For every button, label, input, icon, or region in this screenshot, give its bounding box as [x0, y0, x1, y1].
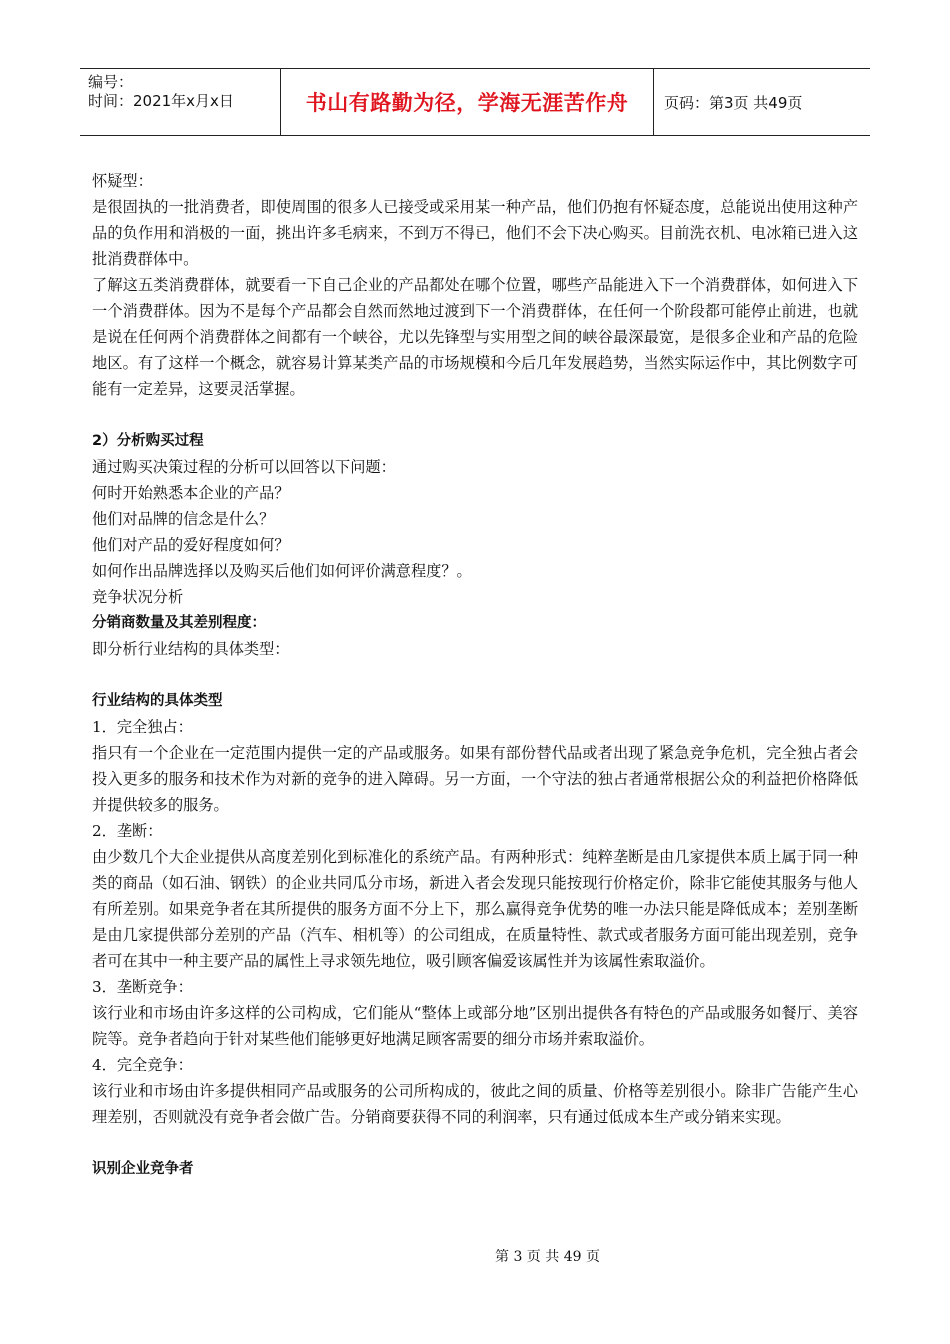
paragraph: 3．垄断竞争： [92, 978, 193, 996]
paragraph: 他们对品牌的信念是什么？ [92, 510, 275, 528]
paragraph: 怀疑型： [92, 172, 153, 190]
spacer [92, 662, 858, 688]
header-motto-cell [280, 69, 654, 135]
paragraph: 如何作出品牌选择以及购买后他们如何评价满意程度？。 [92, 562, 472, 580]
page-footer [0, 1246, 950, 1266]
paragraph: 是很固执的一批消费者，即使周围的很多人已接受或采用某一种产品，他们仍抱有怀疑态度，总能说出使用这种产品的负作用和消极的一面，挑出许多毛病来，不到万不得已，他们不会下决心购买。目前洗衣机、电冰箱已进入这批消费群体中。 [92, 198, 858, 268]
document-time-label: 时间：2021年x月x日 [88, 92, 234, 110]
paragraph: 竞争状况分析 [92, 588, 184, 606]
paragraph: 4．完全竞争： [92, 1056, 193, 1074]
paragraph: 该行业和市场由许多提供相同产品或服务的公司所构成的，彼此之间的质量、价格等差别很小。除非广告能产生心理差别，否则就没有竞争者会做广告。分销商要获得不同的利润率，只有通过低成本生产或分销来实现。 [92, 1082, 858, 1126]
section-heading: 2）分析购买过程 [92, 433, 204, 449]
paragraph: 通过购买决策过程的分析可以回答以下问题： [92, 458, 396, 476]
paragraph: 2．垄断： [92, 822, 163, 840]
header-left-cell [80, 69, 280, 135]
paragraph: 何时开始熟悉本企业的产品？ [92, 484, 290, 502]
header-page-info: 页码：第3页 共49页 [664, 93, 803, 112]
section-heading: 分销商数量及其差别程度： [92, 615, 266, 631]
document-number-label: 编号： [88, 73, 134, 91]
paragraph: 该行业和市场由许多这样的公司构成，它们能从“整体上或部分地”区别出提供各有特色的产品或服务如餐厅、美容院等。竞争者趋向于针对某些他们能够更好地满足顾客需要的细分市场并索取溢价。 [92, 1004, 858, 1048]
paragraph: 即分析行业结构的具体类型： [92, 640, 290, 658]
section-heading: 识别企业竞争者 [92, 1161, 194, 1177]
paragraph: 由少数几个大企业提供从高度差别化到标准化的系统产品。有两种形式：纯粹垄断是由几家提供本质上属于同一种类的商品（如石油、钢铁）的企业共同瓜分市场，新进入者会发现只能按现行价格定价，除非它能使其服务与他人有所差别。如果竞争者在其所提供的服务方面不分上下，那么赢得竞争优势的唯一办法只能是降低成本；差别垄断是由几家提供部分差别的产品（汽车、相机等）的公司组成，在质量特性、款式或者服务方面可能出现差别，竞争者可在其中一种主要产品的属性上寻求领先地位，吸引顾客偏爱该属性并为该属性索取溢价。 [92, 848, 858, 970]
spacer [92, 1130, 858, 1156]
header-table [80, 68, 870, 136]
paragraph: 他们对产品的爱好程度如何？ [92, 536, 290, 554]
spacer [92, 402, 858, 428]
paragraph: 了解这五类消费群体，就要看一下自己企业的产品都处在哪个位置，哪些产品能进入下一个消费群体，如何进入下一个消费群体。因为不是每个产品都会自然而然地过渡到下一个消费群体，在任何一个阶段都可能停止前进，也就是说在任何两个消费群体之间都有一个峡谷，尤以先锋型与实用型之间的峡谷最深最宽，是很多企业和产品的危险地区。有了这样一个概念，就容易计算某类产品的市场规模和今后几年发展趋势，当然实际运作中，其比例数字可能有一定差异，这要灵活掌握。 [92, 276, 858, 398]
paragraph: 指只有一个企业在一定范围内提供一定的产品或服务。如果有部份替代品或者出现了紧急竞争危机，完全独占者会投入更多的服务和技术作为对新的竞争的进入障碍。另一方面，一个守法的独占者通常根据公众的利益把价格降低并提供较多的服务。 [92, 744, 858, 814]
paragraph: 1．完全独占： [92, 718, 193, 736]
document-body [92, 168, 858, 1182]
footer-page-number: 第 3 页 共 49 页 [495, 1249, 600, 1265]
section-heading: 行业结构的具体类型 [92, 693, 223, 709]
header-page-info-cell [654, 69, 870, 135]
header-motto: 书山有路勤为径，学海无涯苦作舟 [305, 91, 629, 115]
